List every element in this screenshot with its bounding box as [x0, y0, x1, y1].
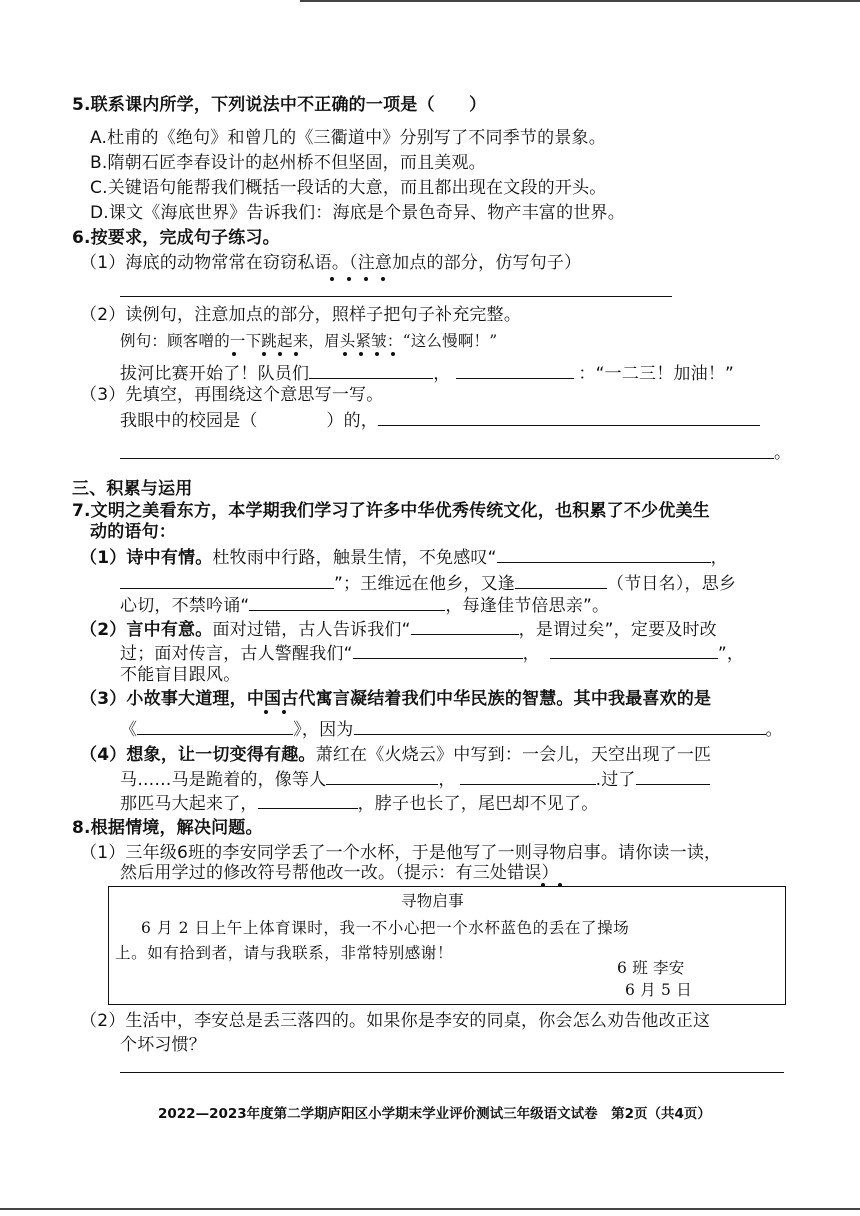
q7-part4-line2: 马……马是跪着的，像等人 ， .过了: [120, 768, 710, 791]
q8-part2-line1: （2）生活中，李安总是丢三落四的。如果你是李安的同桌，你会怎么劝告他改正这: [80, 1011, 711, 1031]
q7-blank-8[interactable]: [460, 768, 596, 785]
q7-blank-reason[interactable]: [354, 718, 766, 735]
q7-part2-line3: 不能盲目跟风。: [120, 665, 241, 685]
notice-line-1[interactable]: 6 月 2 日上午上体育课时，我一不小心把一个水杯蓝色的丢在了操场: [141, 919, 630, 937]
q7-blank-3[interactable]: [249, 594, 445, 611]
q7-part4-line3: 那匹马大起来了， ，脖子也长了，尾巴却不见了。: [120, 794, 599, 814]
q7-part3-head: （3）小故事大道理，中国古代寓言凝结着我们中华民族的智慧。其中我最喜欢的是: [80, 689, 712, 709]
q6-part3: （3）先填空，再围绕这个意思写一写。: [80, 385, 384, 405]
q5-stem: 5.联系课内所学，下列说法中不正确的一项是（ ）: [72, 95, 487, 115]
q7-part4-line1: （4）想象，让一切变得有趣。萧红在《火烧云》中写到：一会儿，天空出现了一匹: [80, 745, 712, 765]
q6-part1: （1）海底的动物常常在窃窃私语。（注意加点的部分，仿写句子）: [80, 253, 582, 273]
q8-part2-answer-line[interactable]: [120, 1072, 784, 1073]
q8-stem: 8.根据情境，解决问题。: [72, 818, 263, 838]
q8-part1-line1: （1）三年级6班的李安同学丢了一个水杯，于是他写了一则寻物启事。请你读一读，: [80, 843, 722, 863]
q7-blank-fable[interactable]: [137, 718, 293, 735]
q5-option-d[interactable]: D.课文《海底世界》告诉我们：海底是个景色奇异、物产丰富的世界。: [90, 203, 625, 223]
q5-option-b[interactable]: B.隋朝石匠李春设计的赵州桥不但坚固，而且美观。: [90, 153, 486, 173]
top-border-line: [300, 0, 860, 2]
q6-part3-answer-line[interactable]: [120, 458, 774, 459]
notice-line-2[interactable]: 上。如有拾到者，请与我联系，非常特别感谢！: [115, 944, 454, 962]
notice-date: 6 月 5 日: [625, 981, 692, 999]
q6-blank-2[interactable]: [456, 362, 574, 379]
q7-stem-2: 动的语句：: [90, 522, 176, 542]
q6-part2: （2）读例句，注意加点的部分，照样子把句子补充完整。: [80, 305, 522, 325]
q5-option-c[interactable]: C.关键语句能帮我们概括一段话的大意，而且都出现在文段的开头。: [90, 178, 607, 198]
q7-part2-line2: 过；面对传言，古人警醒我们“ ， ”，: [120, 644, 745, 664]
q8-part1-line2: 然后用学过的修改符号帮他改一改。（提示：有三处错误）: [120, 863, 559, 883]
q7-blank-10[interactable]: [258, 792, 358, 809]
q7-blank-4[interactable]: [411, 618, 519, 635]
q6-part1-answer-line[interactable]: [120, 296, 672, 297]
notice-signature: 6 班 李安: [617, 959, 685, 977]
q6-part2-line: 拔河比赛开始了！队员们 ， ：“一二三！加油！”: [120, 364, 735, 384]
q7-blank-2[interactable]: [120, 572, 334, 589]
q7-part3-line: 《 》，因为 。: [120, 720, 783, 740]
q6-example: 例句：顾客噌的一下跳起来，眉头紧皱：“这么慢啊！”: [120, 332, 498, 350]
q7-blank-7[interactable]: [326, 768, 438, 785]
section-3-title: 三、积累与运用: [72, 479, 193, 499]
q7-blank-1[interactable]: [497, 546, 711, 563]
bottom-border-line: [0, 1208, 860, 1210]
q6-blank-1[interactable]: [309, 362, 433, 379]
q7-part2-line1: （2）言中有意。面对过错，古人告诉我们“ ，是谓过矣”，定要及时改: [80, 620, 717, 640]
notice-title: 寻物启事: [401, 892, 464, 910]
q6-stem: 6.按要求，完成句子练习。: [72, 228, 280, 248]
q7-part1-line1: （1）诗中有情。杜牧雨中行路，触景生情，不免感叹“ ，: [80, 548, 728, 568]
q6-part3-blank[interactable]: [378, 409, 760, 426]
q6-part3-line: 我眼中的校园是（ ）的，: [120, 409, 760, 432]
q5-option-a[interactable]: A.杜甫的《绝句》和曾几的《三衢道中》分别写了不同季节的景象。: [90, 128, 606, 148]
lost-item-notice-box: [108, 886, 786, 1005]
page-footer: 2022—2023年度第二学期庐阳区小学期末学业评价测试三年级语文试卷 第2页（共4页）: [158, 1106, 711, 1122]
q7-part1-line2: ”；王维远在他乡，又逢 （节日名），思乡: [120, 572, 736, 595]
q8-part2-line2: 个坏习惯？: [120, 1035, 206, 1055]
q7-part1-line3: 心切，不禁吟诵“ ，每逢佳节倍思亲”。: [120, 596, 610, 616]
q7-blank-5[interactable]: [353, 642, 523, 659]
q7-blank-9[interactable]: [636, 768, 710, 785]
q7-stem-1: 7.文明之美看东方，本学期我们学习了许多中华优秀传统文化，也积累了不少优美生: [72, 501, 710, 521]
q6-part3-end: 。: [774, 443, 792, 463]
q7-blank-6[interactable]: [550, 642, 718, 659]
q7-blank-festival[interactable]: [515, 572, 607, 589]
